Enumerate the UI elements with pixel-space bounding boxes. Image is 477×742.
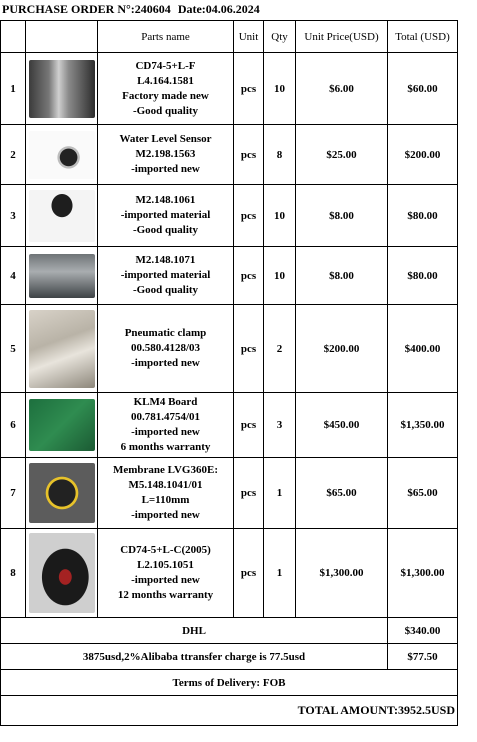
item-total: $80.00 bbox=[388, 185, 458, 247]
item-photo-cell bbox=[26, 125, 98, 185]
description-line: -imported new bbox=[131, 357, 200, 369]
description-line: M2.148.1061 bbox=[135, 194, 196, 206]
item-number: 7 bbox=[1, 458, 26, 529]
item-total: $60.00 bbox=[388, 53, 458, 125]
item-description bbox=[98, 458, 234, 529]
po-header bbox=[2, 2, 264, 17]
item-description bbox=[98, 393, 234, 458]
description-line: Membrane LVG360E: bbox=[112, 464, 218, 476]
item-qty: 1 bbox=[264, 458, 296, 529]
clamp-photo bbox=[29, 310, 95, 388]
item-photo-cell bbox=[26, 53, 98, 125]
col-header-unit-price: Unit Price(USD) bbox=[296, 21, 388, 53]
description-line: -Good quality bbox=[132, 224, 199, 236]
table-row bbox=[1, 125, 458, 185]
item-number: 5 bbox=[1, 305, 26, 393]
item-number: 1 bbox=[1, 53, 26, 125]
total-row bbox=[1, 696, 458, 726]
item-unit: pcs bbox=[234, 247, 264, 305]
fee-label: 3875usd,2%Alibaba ttransfer charge is 77.5usd bbox=[1, 644, 388, 670]
item-unit-price: $8.00 bbox=[296, 185, 388, 247]
item-description bbox=[98, 247, 234, 305]
item-total: $80.00 bbox=[388, 247, 458, 305]
description-line: 00.781.4754/01 bbox=[130, 411, 201, 423]
description-line: -Good quality bbox=[132, 284, 199, 296]
item-total: $65.00 bbox=[388, 458, 458, 529]
item-unit-price: $6.00 bbox=[296, 53, 388, 125]
grey-fitting-photo bbox=[29, 254, 95, 298]
item-total: $1,300.00 bbox=[388, 529, 458, 618]
item-unit-price: $8.00 bbox=[296, 247, 388, 305]
col-header-unit: Unit bbox=[234, 21, 264, 53]
item-qty: 3 bbox=[264, 393, 296, 458]
item-description bbox=[98, 53, 234, 125]
description-line: 00.580.4128/03 bbox=[130, 342, 201, 354]
shipping-row bbox=[1, 618, 458, 644]
description-line: -imported new bbox=[131, 574, 200, 586]
table-header-row bbox=[1, 21, 458, 53]
motor-unit-photo bbox=[29, 533, 95, 613]
terms-row bbox=[1, 670, 458, 696]
item-photo-cell bbox=[26, 529, 98, 618]
description-line: -imported material bbox=[120, 269, 211, 281]
description-line: CD74-5+L-F bbox=[135, 59, 196, 72]
item-number: 8 bbox=[1, 529, 26, 618]
po-number: PURCHASE ORDER N°:240604 bbox=[2, 2, 171, 16]
item-description bbox=[98, 125, 234, 185]
purchase-order-table bbox=[0, 20, 458, 726]
description-line: Factory made new bbox=[122, 89, 209, 102]
item-unit: pcs bbox=[234, 125, 264, 185]
circuit-board-photo bbox=[29, 399, 95, 451]
item-description bbox=[98, 185, 234, 247]
table-row bbox=[1, 529, 458, 618]
item-number: 2 bbox=[1, 125, 26, 185]
description-line: M2.148.1071 bbox=[135, 254, 196, 266]
item-unit: pcs bbox=[234, 393, 264, 458]
item-photo-cell bbox=[26, 247, 98, 305]
item-description bbox=[98, 305, 234, 393]
description-line: L=110mm bbox=[141, 494, 190, 506]
po-date: Date:04.06.2024 bbox=[177, 2, 260, 16]
item-unit: pcs bbox=[234, 458, 264, 529]
item-unit: pcs bbox=[234, 185, 264, 247]
shipping-value: $340.00 bbox=[388, 618, 458, 644]
table-row bbox=[1, 185, 458, 247]
item-qty: 2 bbox=[264, 305, 296, 393]
sensor-cable-photo bbox=[29, 131, 95, 179]
col-header-parts-name: Parts name bbox=[98, 21, 234, 53]
total-amount: TOTAL AMOUNT:3952.5USD bbox=[1, 696, 458, 726]
item-unit-price: $65.00 bbox=[296, 458, 388, 529]
item-photo-cell bbox=[26, 305, 98, 393]
description-line: -imported material bbox=[120, 209, 211, 221]
table-row bbox=[1, 247, 458, 305]
description-line: KLM4 Board bbox=[133, 396, 198, 408]
table-row bbox=[1, 458, 458, 529]
description-line: -imported new bbox=[131, 426, 200, 438]
description-line: 6 months warranty bbox=[120, 441, 211, 453]
description-line: -imported new bbox=[131, 509, 200, 521]
item-description bbox=[98, 529, 234, 618]
col-header-total: Total (USD) bbox=[388, 21, 458, 53]
description-line: L4.164.1581 bbox=[137, 74, 194, 87]
terms-of-delivery: Terms of Delivery: FOB bbox=[1, 670, 458, 696]
membrane-photo bbox=[29, 463, 95, 523]
fee-row bbox=[1, 644, 458, 670]
item-unit: pcs bbox=[234, 305, 264, 393]
description-line: -imported new bbox=[131, 163, 200, 175]
item-qty: 10 bbox=[264, 247, 296, 305]
item-qty: 8 bbox=[264, 125, 296, 185]
description-line: Water Level Sensor bbox=[119, 133, 212, 145]
table-row bbox=[1, 53, 458, 125]
item-qty: 10 bbox=[264, 185, 296, 247]
item-number: 3 bbox=[1, 185, 26, 247]
table-row bbox=[1, 305, 458, 393]
item-photo-cell bbox=[26, 393, 98, 458]
description-line: 12 months warranty bbox=[117, 589, 214, 601]
item-photo-cell bbox=[26, 185, 98, 247]
item-total: $400.00 bbox=[388, 305, 458, 393]
shipping-label: DHL bbox=[1, 618, 388, 644]
item-number: 4 bbox=[1, 247, 26, 305]
description-line: Pneumatic clamp bbox=[124, 327, 207, 339]
item-total: $1,350.00 bbox=[388, 393, 458, 458]
item-photo-cell bbox=[26, 458, 98, 529]
item-unit-price: $450.00 bbox=[296, 393, 388, 458]
black-fittings-photo bbox=[29, 190, 95, 242]
item-unit-price: $1,300.00 bbox=[296, 529, 388, 618]
description-line: M5.148.1041/01 bbox=[128, 479, 203, 491]
col-header-photo bbox=[26, 21, 98, 53]
item-qty: 10 bbox=[264, 53, 296, 125]
col-header-qty: Qty bbox=[264, 21, 296, 53]
description-line: M2.198.1563 bbox=[135, 148, 196, 160]
roller-part-photo bbox=[29, 60, 95, 118]
col-header-no bbox=[1, 21, 26, 53]
fee-value: $77.50 bbox=[388, 644, 458, 670]
item-unit-price: $200.00 bbox=[296, 305, 388, 393]
item-total: $200.00 bbox=[388, 125, 458, 185]
item-number: 6 bbox=[1, 393, 26, 458]
item-qty: 1 bbox=[264, 529, 296, 618]
item-unit: pcs bbox=[234, 529, 264, 618]
description-line: L2.105.1051 bbox=[137, 559, 194, 571]
description-line: CD74-5+L-C(2005) bbox=[120, 544, 211, 556]
item-unit: pcs bbox=[234, 53, 264, 125]
description-line: -Good quality bbox=[132, 104, 199, 117]
item-unit-price: $25.00 bbox=[296, 125, 388, 185]
table-row bbox=[1, 393, 458, 458]
